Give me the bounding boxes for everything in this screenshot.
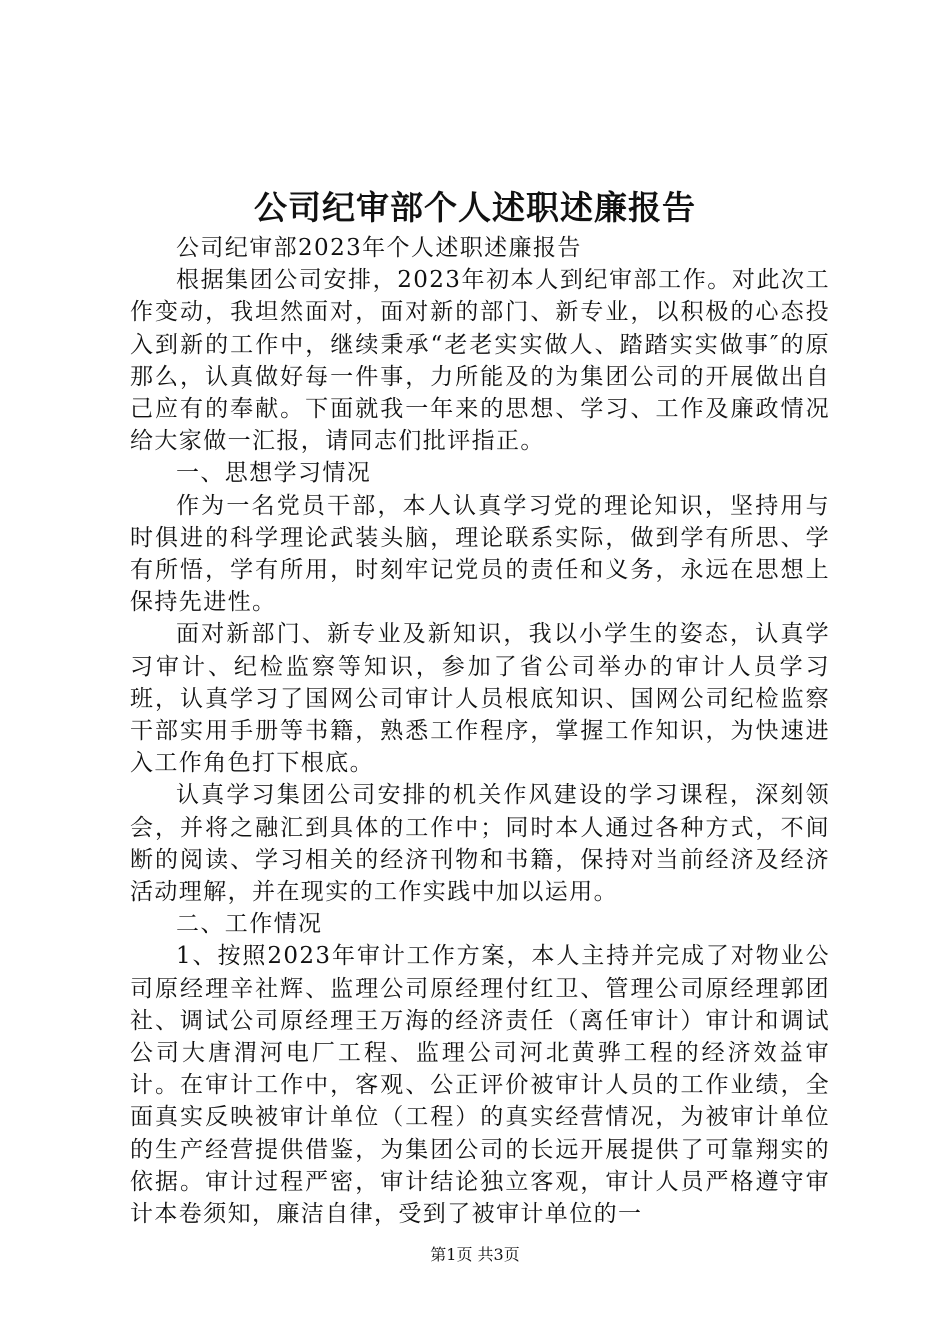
paragraph-intro: 根据集团公司安排，2023年初本人到纪审部工作。对此次工作变动，我坦然面对，面对新的部门、新专业，以积极的心态投入到新的工作中，继续秉承“老老实实做人、踏踏实实做事″的原那么，认真做好每一件事，力所能及的为集团公司的开展做出自己应有的奉献。下面就我一年来的思想、学习、工作及廉政情况给大家做一汇报，请同志们批评指正。: [130, 267, 830, 455]
paragraph-work-1: 1、按照2023年审计工作方案，本人主持并完成了对物业公司原经理辛社辉、监理公司原经理付红卫、管理公司原经理郭团社、调试公司原经理王万海的经济责任（离任审计）审计和调试公司大唐渭河电厂工程、监理公司河北黄骅工程的经济效益审计。在审计工作中，客观、公正评价被审计人员的工作业绩，全面真实反映被审计单位（工程）的真实经营情况，为被审计单位的生产经营提供借鉴，为集团公司的长远开展提供了可靠翔实的依据。审计过程严密，审计结论独立客观，审计人员严格遵守审计本卷须知，廉洁自律，受到了被审计单位的一: [130, 943, 830, 1228]
paragraph-study-3: 认真学习集团公司安排的机关作风建设的学习课程，深刻领会，并将之融汇到具体的工作中；同时本人通过各种方式，不间断的阅读、学习相关的经济刊物和书籍，保持对当前经济及经济活动理解，并在现实的工作实践中加以运用。: [130, 782, 830, 906]
paragraph-study-1: 作为一名党员干部，本人认真学习党的理论知识，坚持用与时俱进的科学理论武装头脑，理论联系实际，做到学有所思、学有所悟，学有所用，时刻牢记党员的责任和义务，永远在思想上保持先进性。: [130, 492, 830, 616]
paragraph-study-2: 面对新部门、新专业及新知识，我以小学生的姿态，认真学习审计、纪检监察等知识，参加了省公司举办的审计人员学习班，认真学习了国网公司审计人员根底知识、国网公司纪检监察干部实用手册等书籍，熟悉工作程序，掌握工作知识，为快速进入工作角色打下根底。: [130, 621, 830, 777]
section-heading-study: 一、思想学习情况: [176, 460, 372, 487]
document-title: 公司纪审部个人述职述廉报告: [254, 188, 696, 227]
section-heading-work: 二、工作情况: [176, 911, 323, 938]
document-body: [130, 232, 830, 1230]
paragraph-subtitle: 公司纪审部2023年个人述职述廉报告: [176, 235, 582, 261]
page-footer: 第1页 共3页: [430, 1245, 520, 1264]
